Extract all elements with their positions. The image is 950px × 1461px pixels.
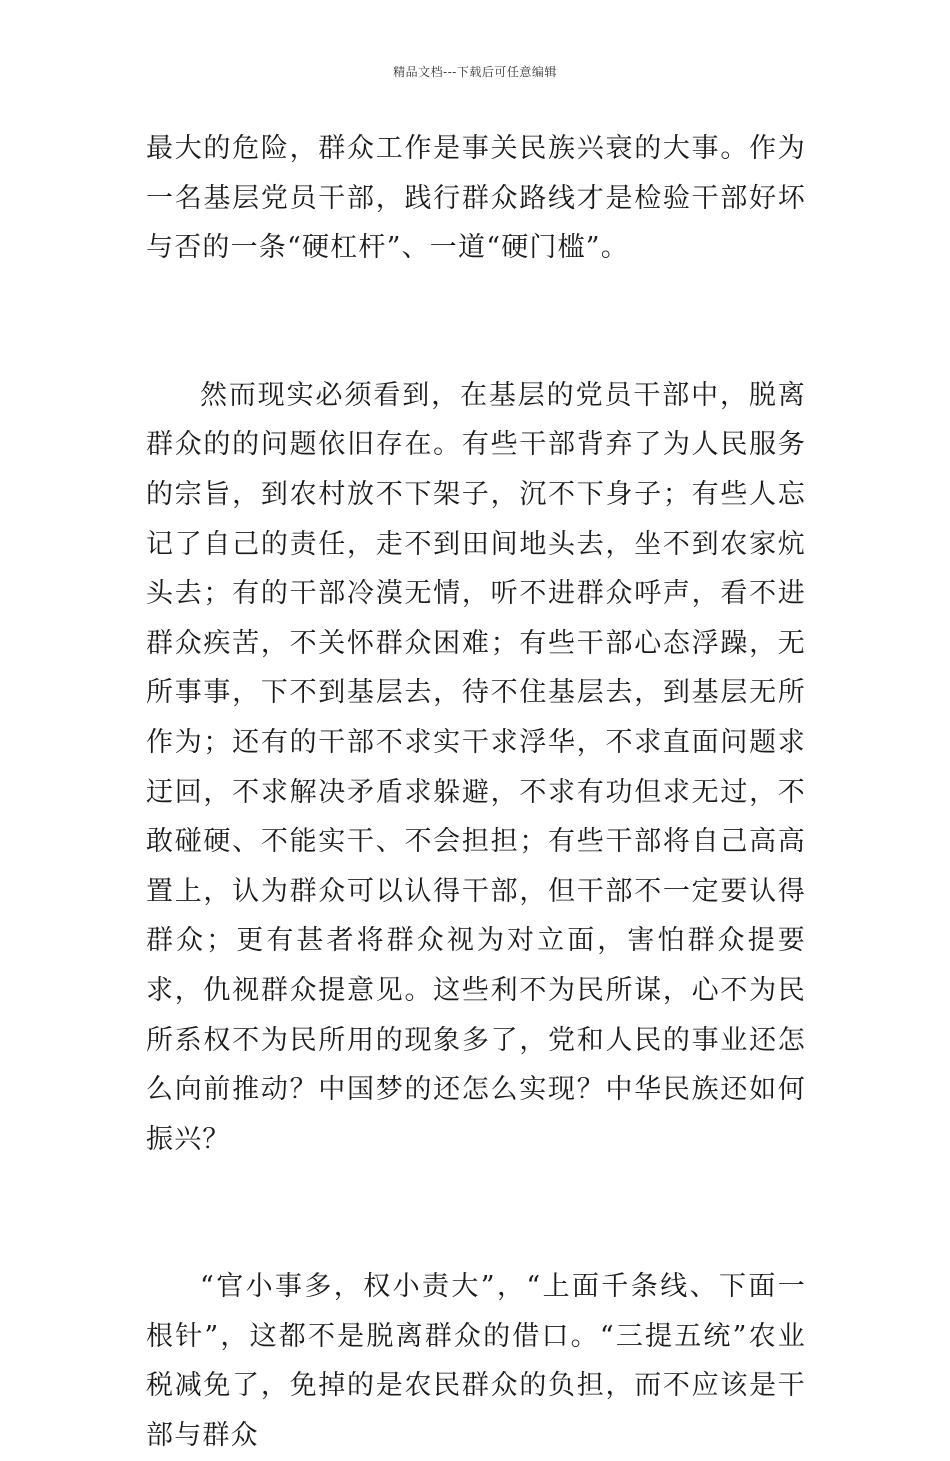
paragraph-2: 然而现实必须看到，在基层的党员干部中，脱离群众的的问题依旧存在。有些干部背弃了为人民服务的宗旨，到农村放不下架子，沉不下身子；有些人忘记了自己的责任，走不到田间地头去，坐不到农家炕头去；有的干部冷漠无情，听不进群众呼声，看不进群众疾苦，不关怀群众困难；有些干部心态浮躁，无所事事，下不到基层去，待不住基层去，到基层无所作为；还有的干部不求实干求浮华，不求直面问题求迂回，不求解决矛盾求躲避，不求有功但求无过，不敢碰硬、不能实干、不会担担；有些干部将自己高高置上，认为群众可以认得干部，但干部不一定要认得群众；更有甚者将群众视为对立面，害怕群众提要求，仇视群众提意见。这些利不为民所谋，心不为民所系权不为民所用的现象多了，党和人民的事业还怎么向前推动？中国梦的还怎么实现？中华民族还如何振兴？ — [146, 379, 806, 1155]
page-header: 精品文档---下载后可任意编辑 — [393, 65, 557, 79]
paragraph-1: 最大的危险，群众工作是事关民族兴衰的大事。作为一名基层党员干部，践行群众路线才是检验干部好坏与否的一条“硬杠杆”、一道“硬门槛”。 — [146, 133, 806, 264]
paragraph-gap — [146, 1164, 806, 1262]
paragraph-3: “官小事多，权小责大”，“上面千条线、下面一根针”，这都不是脱离群众的借口。“三提五统”农业税减免了，免掉的是农民群众的负担，而不应该是干部与群众 — [146, 1271, 806, 1452]
document-body — [146, 124, 806, 1461]
paragraph-gap — [146, 273, 806, 371]
